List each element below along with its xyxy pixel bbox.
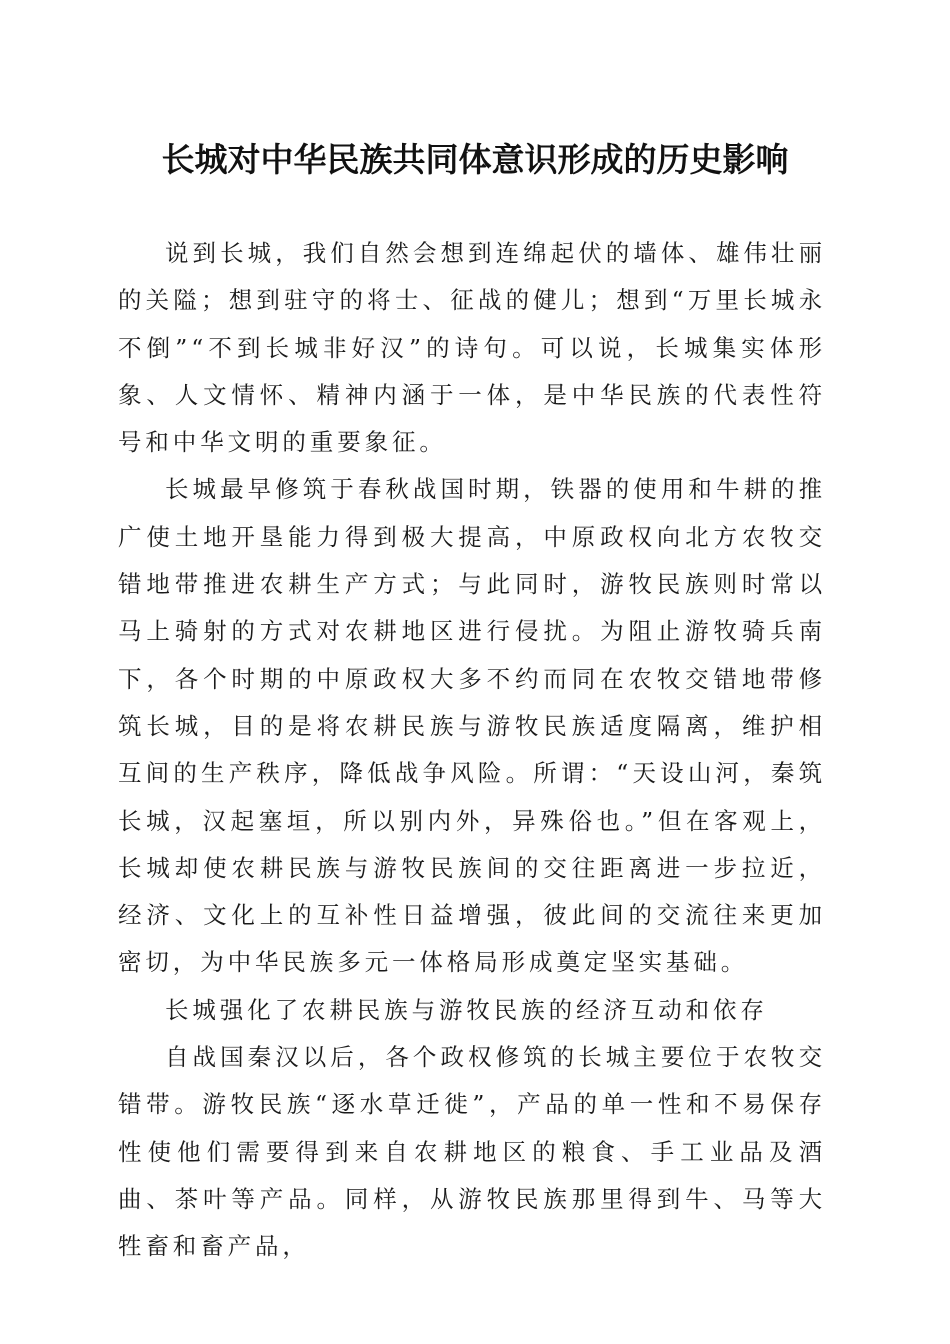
paragraph-economy: 自战国秦汉以后，各个政权修筑的长城主要位于农牧交错带。游牧民族“逐水草迁徙”，产品的单一性和不易保存性使他们需要得到来自农耕地区的粮食、手工业品及酒曲、茶叶等产品。同样，从游牧民族那里得到牛、马等大牲畜和畜产品， (118, 1043, 826, 1261)
document-title: 长城对中华民族共同体意识形成的历史影响 (161, 140, 789, 179)
paragraph-intro: 说到长城，我们自然会想到连绵起伏的墙体、雄伟壮丽的关隘；想到驻守的将士、征战的健儿；想到“万里长城永不倒”“不到长城非好汉”的诗句。可以说，长城集实体形象、人文情怀、精神内涵于一体，是中华民族的代表性符号和中华文明的重要象征。 (118, 239, 826, 457)
document-body (118, 230, 826, 1271)
paragraph-origin: 长城最早修筑于春秋战国时期，铁器的使用和牛耕的推广使土地开垦能力得到极大提高，中原政权向北方农牧交错地带推进农耕生产方式；与此同时，游牧民族则时常以马上骑射的方式对农耕地区进行侵扰。为阻止游牧骑兵南下，各个时期的中原政权大多不约而同在农牧交错地带修筑长城，目的是将农耕民族与游牧民族适度隔离，维护相互间的生产秩序，降低战争风险。所谓：“天设山河，秦筑长城，汉起塞垣，所以别内外，异殊俗也。”但在客观上，长城却使农耕民族与游牧民族间的交往距离进一步拉近，经济、文化上的互补性日益增强，彼此间的交流往来更加密切，为中华民族多元一体格局形成奠定坚实基础。 (118, 475, 826, 977)
section-heading: 长城强化了农耕民族与游牧民族的经济互动和依存 (165, 995, 768, 1024)
